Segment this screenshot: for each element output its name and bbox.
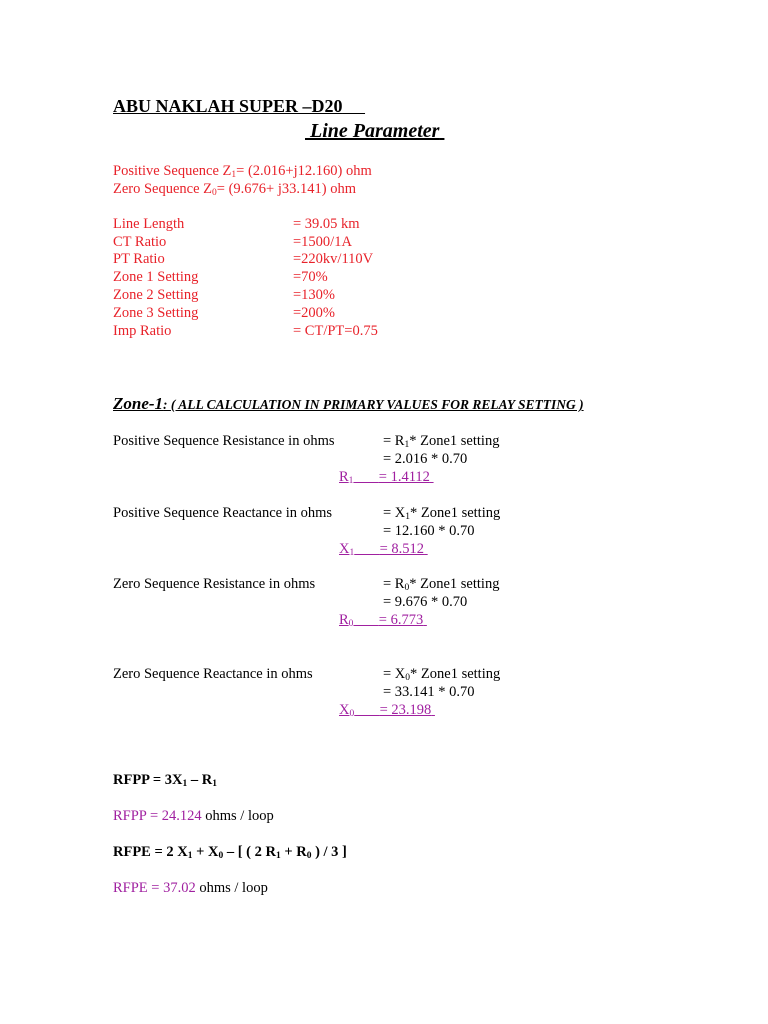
result-value: = 23.198 bbox=[379, 702, 432, 718]
result-underline-tail bbox=[430, 469, 434, 485]
param-label-ct-ratio: CT Ratio bbox=[113, 234, 167, 250]
line-parameter-heading-text: Line Parameter bbox=[310, 120, 440, 142]
formula-setting: * Zone1 setting bbox=[410, 666, 501, 682]
calc-step-zero-resistance: = 9.676 * 0.70 bbox=[383, 594, 468, 610]
rfpp-result bbox=[113, 808, 274, 825]
rfpe-result bbox=[113, 880, 268, 897]
rfpp-result-value: 24.124 bbox=[161, 808, 202, 824]
param-label-zone3: Zone 3 Setting bbox=[113, 305, 199, 321]
result-spacer bbox=[353, 469, 378, 485]
calc-result-pos-reactance bbox=[339, 541, 428, 558]
param-value-imp-ratio: = CT/PT=0.75 bbox=[293, 323, 378, 339]
param-value-ct-ratio: =1500/1A bbox=[293, 234, 352, 250]
zone1-colon: : bbox=[163, 397, 171, 412]
result-symbol: R bbox=[339, 612, 349, 628]
calc-step-pos-reactance: = 12.160 * 0.70 bbox=[383, 523, 475, 539]
rfpe-formula-part: + X bbox=[192, 844, 219, 860]
rfpp-result-unit: ohms / loop bbox=[201, 808, 274, 824]
formula-symbol: = X bbox=[383, 505, 406, 521]
formula-subscript: 1 bbox=[405, 512, 411, 522]
zero-sequence-value: = (9.676+ j33.141) ohm bbox=[216, 181, 356, 197]
calc-formula-zero-reactance bbox=[383, 666, 500, 683]
formula-setting: * Zone1 setting bbox=[409, 576, 500, 592]
rfpe-formula-subscript: 0 bbox=[218, 851, 224, 861]
param-label-pt-ratio: PT Ratio bbox=[113, 251, 165, 267]
calc-step-zero-reactance: = 33.141 * 0.70 bbox=[383, 684, 475, 700]
rfpp-formula-subscript: 1 bbox=[212, 779, 217, 789]
param-label-zone2: Zone 2 Setting bbox=[113, 287, 199, 303]
document-title-text: ABU NAKLAH SUPER –D20 bbox=[113, 96, 343, 116]
param-value-pt-ratio: =220kv/110V bbox=[293, 251, 374, 267]
param-value-zone3: =200% bbox=[293, 305, 336, 321]
param-value-zone2: =130% bbox=[293, 287, 336, 303]
rfpp-formula-part: – R bbox=[187, 772, 213, 788]
rfpp-formula-part: RFPP = 3X bbox=[113, 772, 183, 788]
calc-formula-pos-reactance bbox=[383, 505, 500, 522]
param-value-zone1: =70% bbox=[293, 269, 328, 285]
calc-result-zero-resistance bbox=[339, 612, 427, 629]
rfpe-result-label: RFPE = bbox=[113, 880, 164, 896]
result-subscript: 1 bbox=[349, 548, 355, 558]
rfpp-formula-subscript: 1 bbox=[182, 779, 188, 789]
rfpe-formula-part: RFPE = 2 X bbox=[113, 844, 188, 860]
calc-formula-pos-resistance bbox=[383, 433, 499, 450]
rfpe-formula-subscript: 1 bbox=[275, 851, 281, 861]
result-spacer bbox=[354, 702, 379, 718]
formula-subscript: 0 bbox=[405, 673, 411, 683]
calc-formula-zero-resistance bbox=[383, 576, 499, 593]
rfpe-formula-part: – [ ( 2 R bbox=[223, 844, 276, 860]
line-parameter-heading bbox=[305, 120, 444, 143]
rfpe-result-unit: ohms / loop bbox=[195, 880, 268, 896]
calc-label-zero-resistance: Zero Sequence Resistance in ohms bbox=[113, 576, 316, 592]
calc-label-pos-resistance: Positive Sequence Resistance in ohms bbox=[113, 433, 335, 449]
param-value-line-length: = 39.05 km bbox=[293, 216, 360, 232]
result-value: = 1.4112 bbox=[378, 469, 430, 485]
result-symbol: X bbox=[339, 541, 350, 557]
calc-label-pos-reactance: Positive Sequence Reactance in ohms bbox=[113, 505, 333, 521]
positive-sequence-subscript: 1 bbox=[231, 170, 237, 180]
result-subscript: 1 bbox=[348, 476, 354, 486]
rfpe-formula bbox=[113, 844, 347, 861]
formula-symbol: = R bbox=[383, 576, 405, 592]
result-spacer bbox=[353, 612, 378, 628]
result-subscript: 0 bbox=[349, 709, 355, 719]
result-underline-tail bbox=[423, 612, 427, 628]
zone1-heading bbox=[113, 394, 584, 414]
calc-step-pos-resistance: = 2.016 * 0.70 bbox=[383, 451, 468, 467]
param-label-line-length: Line Length bbox=[113, 216, 185, 232]
formula-symbol: = R bbox=[383, 433, 405, 449]
result-underline-tail bbox=[424, 541, 428, 557]
result-symbol: R bbox=[339, 469, 349, 485]
result-value: = 8.512 bbox=[379, 541, 425, 557]
result-spacer bbox=[354, 541, 379, 557]
calc-label-zero-reactance: Zero Sequence Reactance in ohms bbox=[113, 666, 313, 682]
zero-sequence-subscript: 0 bbox=[212, 188, 217, 198]
rfpe-formula-subscript: 0 bbox=[306, 851, 312, 861]
rfpe-result-value: 37.02 bbox=[163, 880, 196, 896]
result-value: = 6.773 bbox=[378, 612, 424, 628]
positive-sequence-label: Positive Sequence Z bbox=[113, 163, 232, 179]
zone1-title: Zone-1 bbox=[113, 394, 164, 413]
calc-result-zero-reactance bbox=[339, 702, 435, 719]
formula-setting: * Zone1 setting bbox=[409, 433, 500, 449]
formula-setting: * Zone1 setting bbox=[410, 505, 501, 521]
formula-symbol: = X bbox=[383, 666, 406, 682]
title-underline-tail bbox=[343, 96, 366, 116]
positive-sequence-line bbox=[113, 163, 372, 180]
zero-sequence-line bbox=[113, 181, 356, 198]
param-label-imp-ratio: Imp Ratio bbox=[113, 323, 172, 339]
document-title bbox=[113, 96, 365, 117]
param-label-zone1: Zone 1 Setting bbox=[113, 269, 199, 285]
positive-sequence-value: = (2.016+j12.160) ohm bbox=[236, 163, 372, 179]
formula-subscript: 0 bbox=[404, 583, 410, 593]
rfpe-formula-part: + R bbox=[280, 844, 307, 860]
result-underline-tail bbox=[431, 702, 435, 718]
result-subscript: 0 bbox=[348, 619, 354, 629]
calc-result-pos-resistance bbox=[339, 469, 434, 486]
rfpp-result-label: RFPP = bbox=[113, 808, 162, 824]
rfpe-formula-subscript: 1 bbox=[187, 851, 193, 861]
zone1-subtitle: ( ALL CALCULATION IN PRIMARY VALUES FOR RELAY SETTING ) bbox=[170, 397, 584, 412]
formula-subscript: 1 bbox=[404, 440, 410, 450]
result-symbol: X bbox=[339, 702, 350, 718]
rfpp-formula bbox=[113, 772, 217, 789]
zero-sequence-label: Zero Sequence Z bbox=[113, 181, 213, 197]
rfpe-formula-part: ) / 3 ] bbox=[311, 844, 347, 860]
